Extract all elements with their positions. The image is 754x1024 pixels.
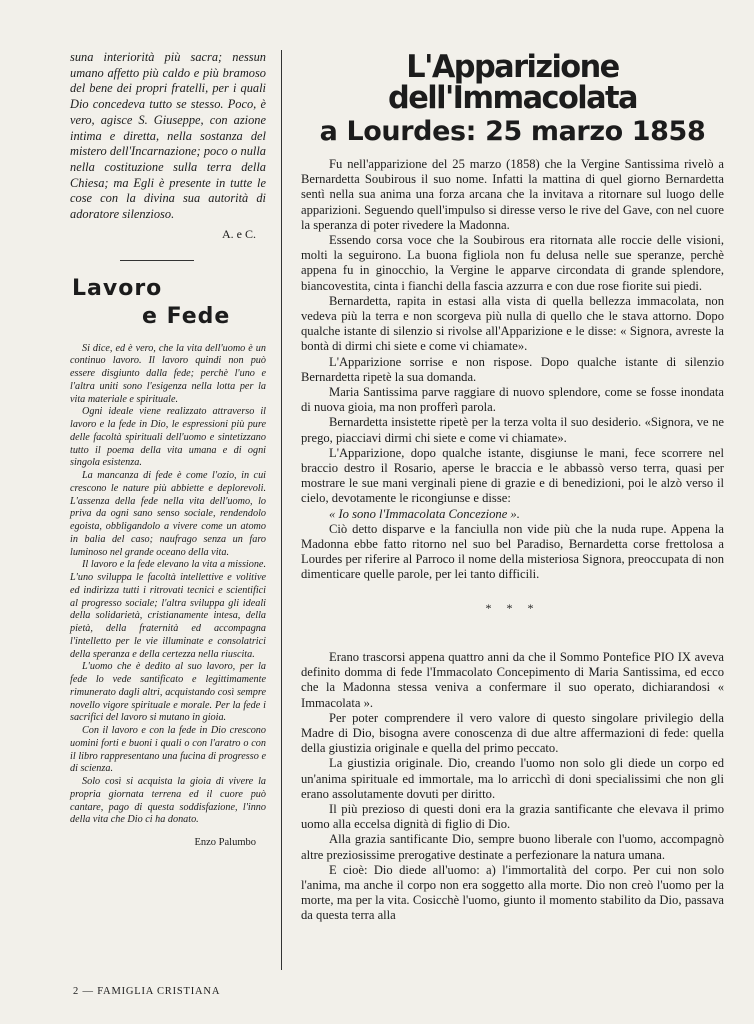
paragraph: E cioè: Dio diede all'uomo: a) l'immortalità del corpo. Per cui non solo l'anima, ma anche il corpo non era soggetto alla morte. Dio non creò l'uomo per la morte, ma per la vita. Cosicchè l'uomo, giunto il momento stabilito da Dio, passava da questa terra alla (301, 862, 724, 923)
paragraph: Maria Santissima parve raggiare di nuovo splendore, come se fosse inondata di nuova gioia, ma non profferì parola. (301, 385, 724, 415)
paragraph: Con il lavoro e con la fede in Dio crescono uomini forti e buoni i quali o con l'aratro o con il libro rappresentano una fucina di progresso e di scienza. (70, 725, 266, 775)
article-title-line-2: e Fede (142, 303, 231, 329)
paragraph: La giustizia originale. Dio, creando l'uomo non solo gli diede un corpo ed un'anima spirituale ed immortale, ma lo arricchì di doni specialissimi che non gli erano assolutamente dovuti per diritto. (301, 756, 724, 801)
paragraph: Si dice, ed è vero, che la vita dell'uomo è un continuo lavoro. Il lavoro quindi non può essere disgiunto dalla fede; perchè l'uno e l'altra uniti sono l'esigenza nella lotta per la vita materiale e spirituale. (70, 342, 266, 405)
paragraph: Solo così si acquista la gioia di vivere la propria giornata terrena ed il cuore può cantare, pago di questa soddisfazione, l'inno della vita che Dio ci ha donato. (70, 776, 266, 826)
paragraph: L'uomo che è dedito al suo lavoro, per la fede lo vede santificato e legittimamente rimunerato dagli altri, acquistando così sempre novello vigore spirituale e morale. Per la fede i sacrifici del lavoro si mutano in gioia. (70, 661, 266, 724)
page-footer: 2 — FAMIGLIA CRISTIANA (73, 986, 221, 997)
paragraph: La mancanza di fede è come l'ozio, in cui crescono le nature più abbiette e deplorevoli. L'assenza della fede nella vita dell'uomo, lo priva da ogni sano senso sociale, rendendolo egoista, obbligandolo a vivere come un atomo in balia del caso; naufrago senza un faro luminoso nel grande oceano della vita. (70, 470, 266, 558)
paragraph: L'Apparizione sorrise e non rispose. Dopo qualche istante di silenzio Bernardetta ripetè la sua domanda. (301, 354, 724, 384)
article-author: Enzo Palumbo (194, 837, 256, 849)
title-line-2: a Lourdes: 25 marzo 1858 (319, 116, 706, 147)
paragraph: Essendo corsa voce che la Soubirous era ritornata alle roccie delle visioni, molti la seguirono. La buona figliola non fu delusa nelle sue speranze, perchè appena fu in ginocchio, la Vergine le apparve circondata di grande splendore, biancovestita, cinta i fianchi della fascia azzurra e con due rose fiorite sui piedi. (301, 233, 724, 293)
quote-paragraph: « Io sono l'Immacolata Concezione ». (329, 506, 520, 521)
paragraph: L'Apparizione, dopo qualche istante, disgiunse le mani, fece scorrere nel braccio destro il Rosario, aperse le braccia e le abbassò verso terra, quasi per mostrare le sue mani verginali piene di grazie e di benedizioni, poi le alzò verso il cielo, devotamente le ricongiunse e disse: (301, 445, 724, 506)
article-title-line-1: Lavoro (72, 275, 163, 301)
paragraph: Per poter comprendere il vero valore di questo singolare privilegio della Madre di Dio, bisogna avere conoscenza di due altre affermazioni di fede: quella della giustizia originale e quella del primo peccato. (301, 710, 724, 756)
continued-article-text: suna interiorità più sacra; nessun umano affetto più caldo e più bramoso del bene dei propri fratelli, per i quali Dio concedeva tutto se stesso. Poco, è vero, agisce S. Giuseppe, con azione intima e diretta, nella sostanza del mistero dell'Incarnazione; poco o nulla nella costituzione sulla terra della Chiesa; ma Egli è presente in tutte le cose con la divina sua autorità di adoratore silenzioso. (70, 50, 266, 222)
section-divider (120, 260, 194, 261)
paragraph: Ciò detto disparve e la fanciulla non vide più che la nuda rupe. Appena la Madonna ebbe fatto ritorno nel suo bel Paradiso, Bernardetta corse frettolosa a Lourdes per riferire al Parroco il nome della misteriosa Signora, preoccupata di non dimenticare quelle parole, per lei tanto difficili. (301, 521, 724, 582)
section-separator: * * * (485, 600, 540, 615)
right-column (301, 49, 724, 924)
main-article-title (301, 49, 724, 147)
title-line-1: L'Apparizione dell'Immacolata (388, 49, 637, 116)
column-divider (281, 50, 282, 970)
main-article-body (301, 157, 724, 924)
article-body (70, 343, 266, 828)
article-signature: A. e C. (222, 226, 256, 241)
paragraph: Bernardetta insistette ripetè per la terza volta il suo desiderio. «Signora, ve ne prego, piacciavi dirmi chi siete e come vi chiamate». (301, 415, 724, 445)
paragraph: Il lavoro e la fede elevano la vita a missione. L'uno sviluppa le facoltà intellettive e volitive ed indirizza tutti i ritrovati tecnici e scientifici al progresso sociale; l'altra sviluppa gli ideali della solidarietà, cristianamente intesa, della pietà, della fraternità ed accompagna l'intelletto per le vie illuminate e consolatrici della speranza e della certezza nella riuscita. (70, 559, 266, 660)
paragraph: Bernardetta, rapita in estasi alla vista di quella bellezza immacolata, non vedeva più la terra e non scorgeva più nulla di quello che le stava attorno. Dopo qualche istante di silenzio si rivolse all'Apparizione e le disse: « Signora, avreste la bontà di dirmi chi siete e come vi chiamate». (301, 293, 724, 354)
paragraph: Fu nell'apparizione del 25 marzo (1858) che la Vergine Santissima rivelò a Bernardetta Soubirous il suo nome. Infatti la mattina di quel giorno Bernardetta sentì nella sua anima una forza arcana che la invitava a ritornare sul luogo delle apparizioni. Seguendo quell'impulso si diresse verso le rive del Gave, con nel cuore la speranza di poter rivedere la Madonna. (301, 157, 724, 232)
paragraph: Il più prezioso di questi doni era la grazia santificante che elevava il primo uomo alla eccelsa dignità di figlio di Dio. (301, 801, 724, 832)
left-column (70, 50, 266, 848)
paragraph: Ogni ideale viene realizzato attraverso il lavoro e la fede in Dio, le espressioni più pure delle facoltà spirituali dell'uomo e sintetizzano tutto il poema della vita umana e di ogni singola esistenza. (70, 406, 266, 469)
article-title-lavoro-e-fede (70, 275, 266, 331)
paragraph: Erano trascorsi appena quattro anni da che il Sommo Pontefice PIO IX aveva definito domma di fede l'Immacolato Concepimento di Maria Santissima, ed ecco che la Madonna stessa veniva a confermare il suo operato, dichiarandosi « Immacolata ». (301, 649, 724, 710)
paragraph: Alla grazia santificante Dio, sempre buono liberale con l'uomo, accompagnò altre preziosissime prerogative destinate a perfezionare la natura umana. (301, 832, 724, 862)
